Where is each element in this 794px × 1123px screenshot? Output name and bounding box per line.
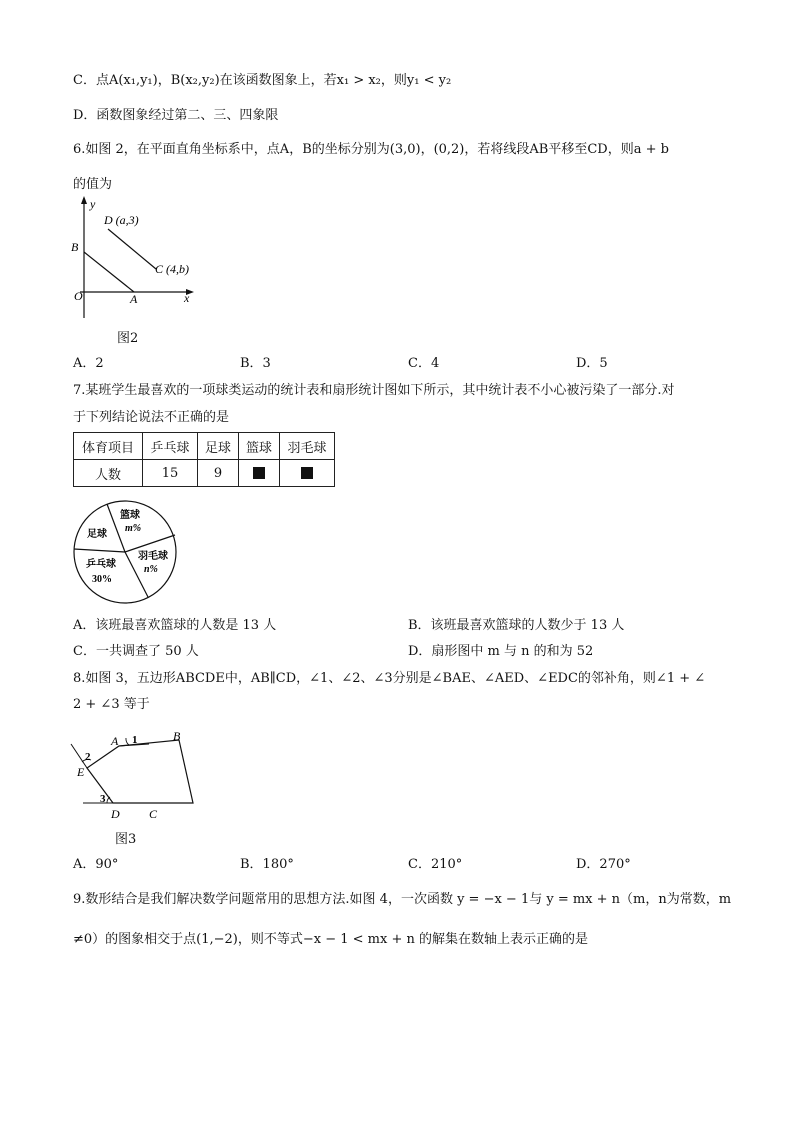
pie-chart (70, 497, 180, 607)
q7-stem-line2: 于下列结论说法不正确的是 (73, 410, 230, 425)
label-e: E (77, 765, 85, 779)
pie-label-badminton-pct: n% (144, 564, 158, 575)
header-football: 足球 (198, 433, 239, 460)
label-a: A (130, 292, 138, 306)
q8-option-d: D．270° (576, 857, 631, 872)
cell-pingpong: 15 (143, 460, 198, 487)
label-1: 1 (132, 734, 138, 746)
label-c: C (149, 807, 158, 821)
row-label-count: 人数 (74, 460, 143, 487)
y-axis-arrow (81, 196, 87, 204)
label-d: D (111, 807, 120, 821)
figure-3-pentagon (65, 728, 205, 824)
q9-stem-line1: 9.数形结合是我们解决数学问题常用的思想方法.如图 4，一次函数 y = −x − 1与 y = mx + n（m，n为常数，m (73, 892, 732, 907)
q5-option-d: D．函数图象经过第二、三、四象限 (73, 108, 279, 123)
smudge-block (253, 467, 265, 479)
cell-badminton-smudged (280, 460, 335, 487)
q7-option-b: B．该班最喜欢篮球的人数少于 13 人 (408, 618, 625, 633)
pie-divider-left (74, 549, 125, 552)
q6-option-b: B．3 (240, 356, 271, 371)
segment-ab (84, 252, 134, 292)
label-a: A (111, 734, 119, 748)
label-3: 3 (100, 793, 106, 805)
label-c: C (4,b) (155, 262, 189, 276)
pie-label-basketball: 篮球 (120, 510, 140, 521)
q7-option-d: D．扇形图中 m 与 n 的和为 52 (408, 644, 594, 659)
label-x: x (184, 291, 190, 305)
label-2: 2 (85, 751, 91, 763)
q6-option-c: C．4 (408, 356, 440, 371)
stats-table (73, 432, 335, 487)
q8-option-c: C．210° (408, 857, 463, 872)
pie-label-basketball-pct: m% (125, 523, 142, 534)
header-pingpong: 乒乓球 (143, 433, 198, 460)
label-y: y (90, 197, 96, 211)
q9-stem-line2: ≠0）的图象相交于点(1,−2)，则不等式−x − 1 < mx + n 的解集在数轴上表示正确的是 (73, 932, 589, 947)
pie-label-badminton: 羽毛球 (138, 551, 168, 562)
cell-basketball-smudged (239, 460, 280, 487)
segment-dc (108, 229, 156, 269)
header-badminton: 羽毛球 (280, 433, 335, 460)
q6-stem-line1: 6.如图 2，在平面直角坐标系中，点A，B的坐标分别为(3,0)，(0,2)，若将线段AB平移至CD，则a + b (73, 142, 669, 157)
pie-label-pingpong: 乒乓球 (86, 559, 116, 570)
pie-label-football: 足球 (87, 529, 107, 540)
figure-2-caption: 图2 (117, 331, 139, 346)
pie-label-pingpong-pct: 30% (92, 574, 112, 585)
angle-3-arc (107, 797, 110, 803)
q8-option-a: A．90° (73, 857, 119, 872)
label-b: B (71, 240, 79, 254)
q6-option-d: D．5 (576, 356, 608, 371)
cell-football: 9 (198, 460, 239, 487)
header-basketball: 篮球 (239, 433, 280, 460)
q5-option-c: C．点A(x₁,y₁)，B(x₂,y₂)在该函数图象上，若x₁ > x₂，则y₁ < y₂ (73, 73, 452, 88)
angle-1-arc (126, 738, 129, 745)
label-d: D (a,3) (104, 213, 139, 227)
header-sport: 体育项目 (74, 433, 143, 460)
label-b: B (173, 729, 181, 743)
label-o: O (74, 289, 83, 303)
stats-table-count-row (74, 460, 335, 487)
smudge-block (301, 467, 313, 479)
stats-table-header-row (74, 433, 335, 460)
q6-stem-line2: 的值为 (73, 177, 113, 192)
q7-stem-line1: 7.某班学生最喜欢的一项球类运动的统计表和扇形统计图如下所示，其中统计表不小心被污染了一部分.对 (73, 383, 675, 398)
q8-stem-line1: 8.如图 3，五边形ABCDE中，AB∥CD，∠1、∠2、∠3分别是∠BAE、∠AED、∠EDC的邻补角，则∠1 + ∠ (73, 671, 706, 686)
q8-option-b: B．180° (240, 857, 294, 872)
q8-stem-line2: 2 + ∠3 等于 (73, 697, 150, 712)
pie-divider-right (125, 535, 175, 552)
q6-option-a: A．2 (73, 356, 104, 371)
figure-2-coordinate-plane (60, 196, 200, 326)
q7-option-a: A．该班最喜欢篮球的人数是 13 人 (73, 618, 277, 633)
figure-3-caption: 图3 (115, 832, 137, 847)
q7-option-c: C．一共调查了 50 人 (73, 644, 199, 659)
